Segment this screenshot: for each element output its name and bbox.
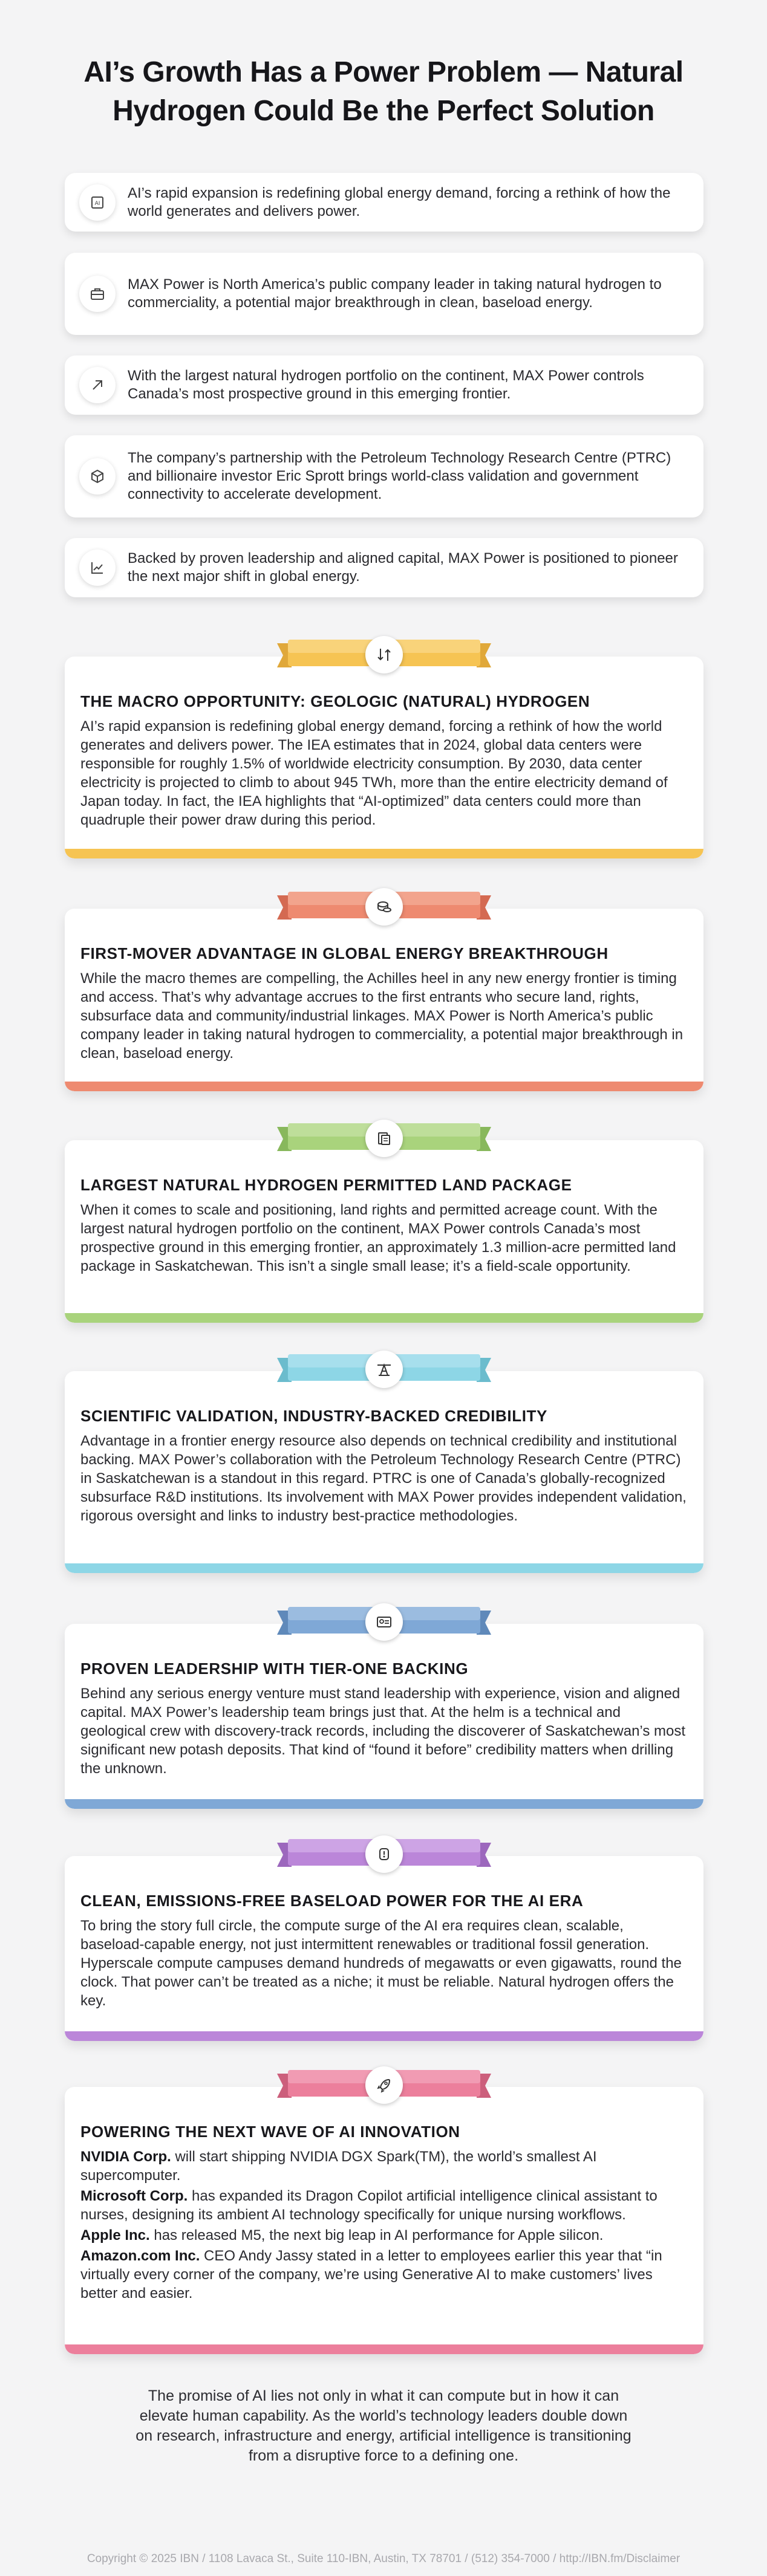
intro-item <box>65 355 703 415</box>
intro-item <box>65 253 703 335</box>
intro-item <box>65 173 703 232</box>
exchange-arrows-icon <box>365 636 403 673</box>
section-first-mover <box>65 892 703 1091</box>
section-body: While the macro themes are compelling, the Achilles heel in any new energy frontier is timing and access. That’s why advantage accrues to the first entrants who secure land, rights, subsurface data and community/industrial linkages. MAX Power is North America’s public company leader in taking natural hydrogen to commerciality, a potential major breakthrough in clean, baseload energy. <box>80 970 684 1062</box>
section-card <box>65 1624 703 1809</box>
footer-copyright: Copyright © 2025 IBN / 1108 Lavaca St., Suite 110-IBN, Austin, TX 78701 / (512) 354-7000 / http://IBN.fm/Disclaimer <box>86 2552 681 2565</box>
section-heading: THE MACRO OPPORTUNITY: GEOLOGIC (NATURAL) HYDROGEN <box>80 692 590 710</box>
section-land-package <box>65 1123 703 1323</box>
power-plug-icon <box>365 1835 403 1873</box>
section-heading: FIRST-MOVER ADVANTAGE IN GLOBAL ENERGY BREAKTHROUGH <box>80 944 609 962</box>
section-heading: CLEAN, EMISSIONS-FREE BASELOAD POWER FOR THE AI ERA <box>80 1892 584 1910</box>
company-name: NVIDIA Corp. <box>80 2149 171 2165</box>
arrow-up-right-icon <box>79 367 116 403</box>
page-title: AI’s Growth Has a Power Problem — Natural Hydrogen Could Be the Perfect Solution <box>83 56 684 127</box>
section-body: Advantage in a frontier energy resource also depends on technical credibility and institutional backing. MAX Power’s collaboration with the Petroleum Technology Research Centre (PTRC) in Saskatchewan is a standout in this regard. PTRC is one of Canada’s globally-recognized subsurface R&D institutions. Its involvement with MAX Power provides independent validation, rigorous oversight and links to industry best-practice methodologies. <box>80 1433 687 1524</box>
list-item <box>80 2147 688 2185</box>
section-card <box>65 1371 703 1573</box>
section-card <box>65 1856 703 2041</box>
line-chart-icon <box>79 550 116 586</box>
list-item <box>80 2226 688 2245</box>
intro-text: The company’s partnership with the Petroleum Technology Research Centre (PTRC) and billionaire investor Eric Sprott brings world-class validation and government connectivity to accelerate development. <box>128 450 671 502</box>
section-card <box>65 2087 703 2354</box>
svg-text:AI: AI <box>94 200 100 207</box>
intro-text: With the largest natural hydrogen portfolio on the continent, MAX Power controls Canada’s most prospective ground in this emerging frontier. <box>128 368 644 402</box>
intro-text: AI’s rapid expansion is redefining global energy demand, forcing a rethink of how the world generates and delivers power. <box>128 184 671 219</box>
intro-text: MAX Power is North America’s public company leader in taking natural hydrogen to commerciality, a potential major breakthrough in clean, baseload energy. <box>128 276 662 311</box>
section-heading: POWERING THE NEXT WAVE OF AI INNOVATION <box>80 2123 460 2141</box>
intro-item <box>65 435 703 517</box>
section-body: Behind any serious energy venture must stand leadership with experience, vision and aligned capital. MAX Power’s leadership team brings just that. At the helm is a technical and geological crew with discovery-track records, including the discoverer of Saskatchewan’s most significant new potash deposits. That kind of “found it before” credibility matters when drilling the unknown. <box>80 1685 685 1777</box>
section-body: AI’s rapid expansion is redefining global energy demand, forcing a rethink of how the world generates and delivers power. The IEA estimates that in 2024, global data centers were responsible for roughly 1.5% of worldwide electricity consumption. By 2030, data center electricity is projected to climb to about 945 TWh, more than the entire electricity demand of Japan today. In fact, the IEA highlights that “AI-optimized” data centers could more than quadruple their power draw during this period. <box>80 718 668 828</box>
section-card <box>65 909 703 1091</box>
documents-icon <box>365 1120 403 1157</box>
intro-text: Backed by proven leadership and aligned capital, MAX Power is positioned to pioneer the next major shift in global energy. <box>128 550 678 585</box>
accent-bar <box>65 1563 703 1573</box>
item-text: has expanded its Dragon Copilot artificial intelligence clinical assistant to nurses, designing its ambient AI technology specifically for unique nursing workflows. <box>80 2188 658 2223</box>
list-item <box>80 2247 688 2303</box>
closing-statement: The promise of AI lies not only in what it can compute but in how it can elevate human capability. As the world’s technology leaders double down on research, infrastructure and energy, artificial intelligence is transitioning from a disruptive force to a defining one. <box>135 2387 632 2464</box>
section-clean-baseload <box>65 1839 703 2041</box>
id-card-icon <box>365 1603 403 1641</box>
cube-icon <box>79 458 116 495</box>
section-scientific-validation <box>65 1354 703 1573</box>
accent-bar <box>65 2031 703 2041</box>
list-item <box>80 2187 688 2224</box>
accent-bar <box>65 2344 703 2354</box>
ai-chip-icon <box>79 184 116 221</box>
intro-item <box>65 538 703 597</box>
section-heading: LARGEST NATURAL HYDROGEN PERMITTED LAND PACKAGE <box>80 1176 572 1194</box>
section-card <box>65 657 703 858</box>
section-body: When it comes to scale and positioning, land rights and permitted acreage count. With the largest natural hydrogen portfolio on the continent, MAX Power controls Canada’s most prospective ground in this emerging frontier, an approximately 1.3 million-acre permitted land package in Saskatchewan. This isn’t a single small lease; it’s a field-scale opportunity. <box>80 1202 676 1274</box>
accent-bar <box>65 1799 703 1809</box>
company-name: Microsoft Corp. <box>80 2188 188 2204</box>
section-ai-innovation <box>65 2070 703 2354</box>
item-text: has released M5, the next big leap in AI performance for Apple silicon. <box>149 2227 604 2243</box>
briefcase-icon <box>79 276 116 312</box>
section-heading: PROVEN LEADERSHIP WITH TIER-ONE BACKING <box>80 1659 469 1678</box>
coins-icon <box>365 888 403 926</box>
item-text: will start shipping NVIDIA DGX Spark(TM), the world’s smallest AI supercomputer. <box>80 2149 597 2184</box>
accent-bar <box>65 849 703 858</box>
item-text: CEO Andy Jassy stated in a letter to employees earlier this year that “in virtually every corner of the company, we’re using Generative AI to make customers’ lives better and easier. <box>80 2248 662 2302</box>
section-proven-leadership <box>65 1607 703 1809</box>
section-heading: SCIENTIFIC VALIDATION, INDUSTRY-BACKED CREDIBILITY <box>80 1407 547 1425</box>
section-macro-opportunity <box>65 640 703 858</box>
accent-bar <box>65 1313 703 1323</box>
drill-rig-icon <box>365 1351 403 1388</box>
section-body: To bring the story full circle, the compute surge of the AI era requires clean, scalable, baseload-capable energy, not just intermittent renewables or traditional fossil generation. Hyperscale compute campuses demand hundreds of megawatts or even gigawatts, round the clock. That power can’t be treated as a niche; it must be reliable. Natural hydrogen offers the key. <box>80 1918 682 2009</box>
section-card <box>65 1140 703 1323</box>
company-name: Apple Inc. <box>80 2227 150 2243</box>
accent-bar <box>65 1082 703 1091</box>
rocket-icon <box>365 2066 403 2104</box>
company-name: Amazon.com Inc. <box>80 2248 200 2264</box>
